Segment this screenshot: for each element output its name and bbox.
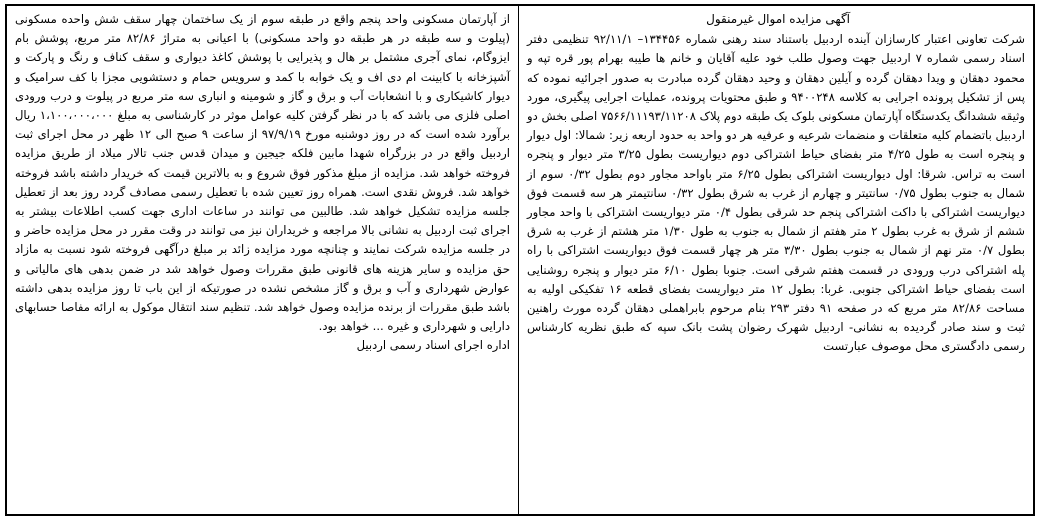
- auction-notice: [5, 4, 1035, 516]
- notice-signature: اداره اجرای اسناد رسمی اردبیل: [356, 338, 510, 353]
- notice-body-right: شرکت تعاونی اعتبار کارسازان آینده اردبیل باستناد سند رهنی شماره ۱۳۴۴۵۶– ۹۲/۱۱/۱ تنظیمی دفتر اسناد رسمی شماره ۷ اردبیل جهت وصول طلب خود علیه آقایان و خانم ها طیبه بهرام پور قره تپه و محمود دهقان و ویدا دهقان گرده و آیلین دهقان و وحید دهقان گرده مبادرت به صدور اجرائیه نموده که پس از تشکیل پرونده اجرایی به کلاسه ۹۴۰۰۲۴۸ و طبق محتویات پرونده، عملیات اجرایی پیگیری، مورد وثیقه ششدانگ یکدستگاه آپارتمان مسکونی بلوک یک طبقه دوم پلاک ۷۵۶۶/۱۱۱۹۳/۱۱۲۰۸ اصلی بخش دو اردبیل باتضمام کلیه متعلقات و منضمات شرعیه و عرفیه هر دو واحد به حدود اربعه زیر: شمالا: اول دیوار و پنجره است به طول ۴/۲۵ متر بفضای حیاط اشتراکی دوم دیواریست بطول ۳/۲۵ متر دیوار و پنجره است به تراس. شرقا: اول دیواریست اشتراکی بطول ۶/۲۵ متر باواحد مجاور دوم بطول ۰/۳۲ سوم از شمال به جنوب بطول ۰/۷۵ سانتیتر و چهارم از غرب به شرق بطول ۰/۳۲ سانتیمتر هر سه قسمت فوق دیواریست اشتراکی با داکت اشتراکی پنجم حد شرقی بطول ۰/۴ متر دیواریست اشتراکی با واحد مجاور ششم از شرق به غرب بطول ۲ متر هفتم از شمال به جنوب به طول ۱/۳۰ متر هشتم از غرب به شرق بطول ۰/۷ متر نهم از شمال به جنوب بطول ۳/۳۰ متر هر چهار قسمت فوق دیواریست اشتراکی با راه پله اشتراکی درب ورودی در قسمت هفتم شرقی است. جنوبا بطول ۶/۱۰ متر دیوار و پنجره روشنایی است بفضای حیاط اشتراکی جنوبی. غربا: بطول ۱۲ متر دیواریست بفضای قطعه ۱۶ تفکیکی اولیه به مساحت ۸۲/۸۶ متر مربع که در صفحه ۹۱ دفتر ۲۹۳ بنام مرحوم بابراهملی دهقان گرده مورث راهنین ثبت و سند صادر گردیده به نشانی- اردبیل شهرک رضوان پشت بانک سپه که طبق نظریه کارشناس رسمی دادگستری محل موصوف عبارتست: [527, 32, 1026, 354]
- notice-body-left: از آپارتمان مسکونی واحد پنجم واقع در طبقه سوم از یک ساختمان چهار سقف شش واحده مسکونی (پیلوت و سه طبقه در هر طبقه دو واحد مسکونی) با اعیانی به متراژ ۸۲/۸۶ متر مربع، پوشش بام ایزوگام، نمای آجری مشتمل بر هال و پذیرایی با پوشش کاغذ دیواری و سقف کناف و رنگ و پارکت و آشپزخانه با کابینت ام دی اف و یک خوابه با کمد و سرویس حمام و دستشویی مجزا با کف سرامیک و دیوار کاشیکاری و با انشعابات آب و برق و گاز و شومینه و انباری سه متر مربع در پیلوت و درب ورودی اصلی فلزی می باشد که با در نظر گرفتن کلیه عوامل موثر در کارشناسی به مبلغ ۱،۱۰۰،۰۰۰،۰۰۰ ریال برآورد شده است که در روز دوشنبه مورخ ۹۷/۹/۱۹ از ساعت ۹ صبح الی ۱۲ ظهر در محل اجرای ثبت اردبیل واقع در در بزرگراه شهدا مابین فلکه جیجین و میدان قدس جنب تالار میلاد از طریق مزایده فروخته خواهد شد. مزایده از مبلغ مذکور فوق شروع و به بالاترین قیمت که خریدار داشته باشد فروخته خواهد شد. فروش نقدی است. همراه روز تعیین شده با تعطیل رسمی مصادف گردد روز بعد از تعطیل جلسه مزایده تشکیل خواهد شد. طالبین می توانند در ساعات اداری جهت کسب اطلاعات بیشتر به اجرای ثبت اردبیل به نشانی بالا مراجعه و خریداران نیز می توانند در وقت مقرر در محل مزایده حاضر و در جلسه مزایده شرکت نمایند و چنانچه مورد مزایده زائد بر مبلغ درآگهی فروخته شود نسبت به مازاد حق مزایده و سایر هزینه های قانونی طبق مقررات وصول خواهد شد در ضمن بدهی های مالیاتی و عوارض شهرداری و آب و برق و گاز مشخص نشده در صورتیکه از این باب تا روز مزایده بدهی داشته باشد طبق مقررات از برنده مزایده وصول خواهد شد. تنظیم سند انتقال موکول به ارائه مفاصا حسابهای دارایی و شهرداری و غیره ... خواهد بود.: [15, 12, 511, 334]
- notice-right-column: [518, 6, 1033, 514]
- notice-title: آگهی مزایده اموال غیرمنقول: [706, 12, 850, 26]
- notice-left-column: [7, 6, 518, 514]
